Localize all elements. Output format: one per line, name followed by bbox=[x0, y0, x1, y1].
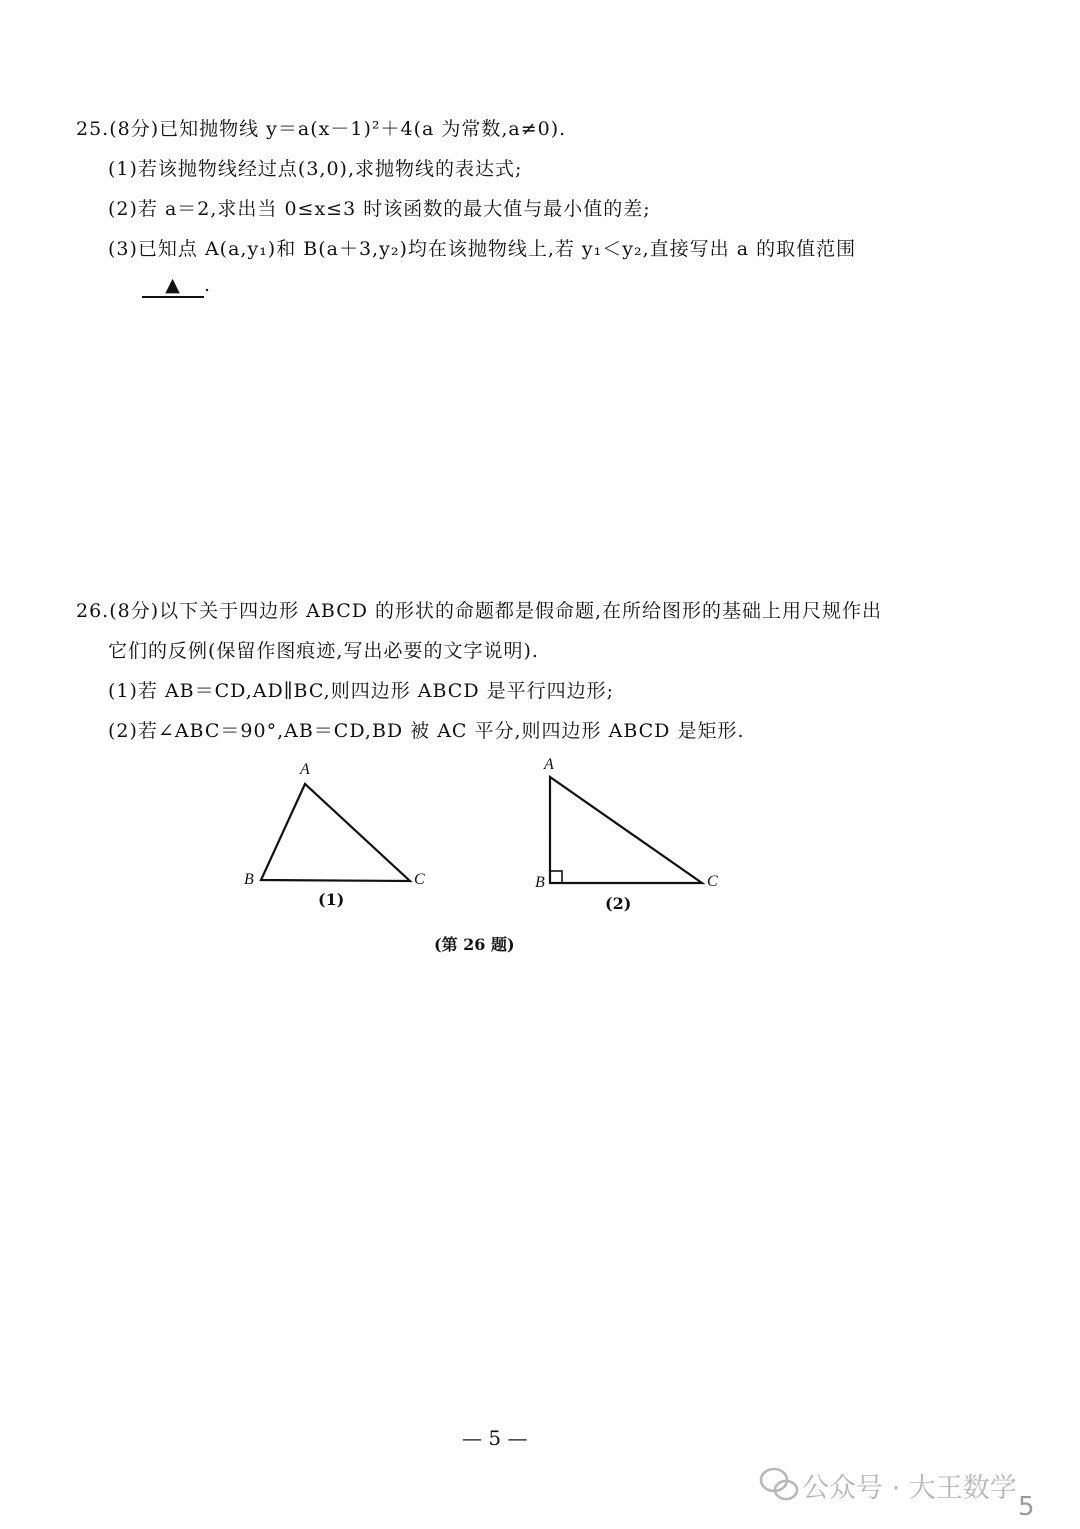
q25-part2: (2)若 a＝2,求出当 0≤x≤3 时该函数的最大值与最小值的差; bbox=[108, 198, 651, 220]
q26-part1: (1)若 AB＝CD,AD∥BC,则四边形 ABCD 是平行四边形; bbox=[108, 680, 615, 702]
figure1-caption: (1) bbox=[318, 890, 345, 909]
figure2-label-a: A bbox=[544, 756, 554, 773]
q26-stem-line2: 它们的反例(保留作图痕迹,写出必要的文字说明). bbox=[108, 640, 539, 662]
figure2-caption: (2) bbox=[605, 894, 632, 913]
figure1-label-c: C bbox=[414, 871, 425, 888]
q25-part3: (3)已知点 A(a,y₁)和 B(a＋3,y₂)均在该抛物线上,若 y₁＜y₂,直接写出 a 的取值范围 bbox=[108, 238, 857, 260]
answer-blank-period: . bbox=[204, 274, 212, 296]
page-number: — 5 — bbox=[462, 1426, 528, 1450]
watermark-text: 公众号 · 大王数学 bbox=[802, 1473, 1017, 1504]
figure2-label-b: B bbox=[535, 874, 545, 891]
q25-stem: 25.(8分)已知抛物线 y＝a(x－1)²＋4(a 为常数,a≠0). bbox=[76, 118, 567, 140]
q26-stem-line1: 26.(8分)以下关于四边形 ABCD 的形状的命题都是假命题,在所给图形的基础上用尺规作出 bbox=[76, 600, 883, 622]
q26-figure-caption: (第 26 题) bbox=[434, 935, 515, 954]
figure1-label-b: B bbox=[244, 871, 254, 888]
q25-part1: (1)若该抛物线经过点(3,0),求抛物线的表达式; bbox=[108, 158, 523, 180]
corner-page-number: 5 bbox=[1018, 1492, 1035, 1522]
figure2-label-c: C bbox=[707, 873, 718, 890]
answer-blank: ▲ bbox=[142, 274, 204, 298]
wechat-icon bbox=[761, 1469, 797, 1499]
q26-part2: (2)若∠ABC＝90°,AB＝CD,BD 被 AC 平分,则四边形 ABCD 是矩形. bbox=[108, 720, 745, 742]
figure1-label-a: A bbox=[300, 761, 310, 778]
